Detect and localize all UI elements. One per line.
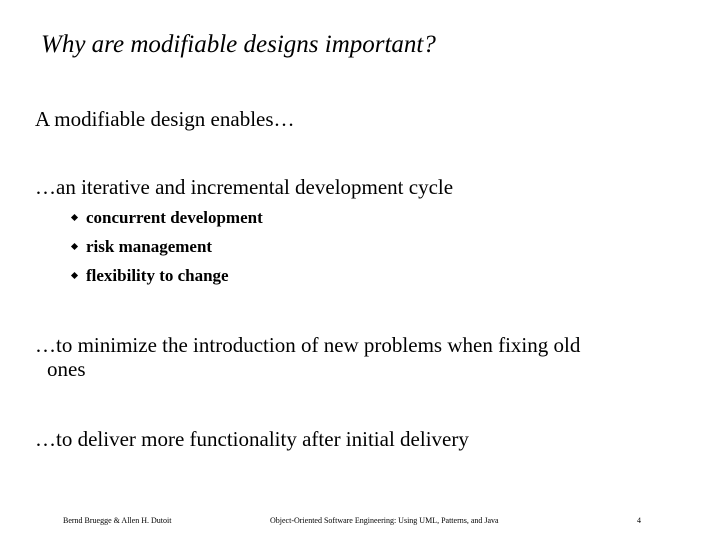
- diamond-bullet-icon: [71, 272, 78, 279]
- diamond-bullet-icon: [71, 214, 78, 221]
- point-deliver-functionality: …to deliver more functionality after initial delivery: [35, 427, 469, 451]
- subpoint-item: [72, 235, 263, 264]
- diamond-bullet-icon: [71, 243, 78, 250]
- subpoint-label: flexibility to change: [86, 266, 229, 285]
- page-number: 4: [637, 516, 641, 525]
- subpoint-item: [72, 206, 263, 235]
- footer-authors: Bernd Bruegge & Allen H. Dutoit: [63, 516, 172, 525]
- point-continuation: ones: [47, 357, 86, 381]
- point-text: …to minimize the introduction of new problems when fixing old: [35, 333, 581, 357]
- slide-title: Why are modifiable designs important?: [41, 31, 436, 58]
- subpoint-list: [72, 206, 263, 293]
- point-minimize-new-problems: [35, 333, 580, 381]
- footer-book-title: Object-Oriented Software Engineering: Using UML, Patterns, and Java: [270, 516, 499, 525]
- subpoint-label: concurrent development: [86, 208, 263, 227]
- intro-text: A modifiable design enables…: [35, 107, 295, 131]
- subpoint-label: risk management: [86, 237, 213, 256]
- point-iterative-development: …an iterative and incremental development cycle: [35, 175, 454, 199]
- subpoint-item: [72, 264, 263, 293]
